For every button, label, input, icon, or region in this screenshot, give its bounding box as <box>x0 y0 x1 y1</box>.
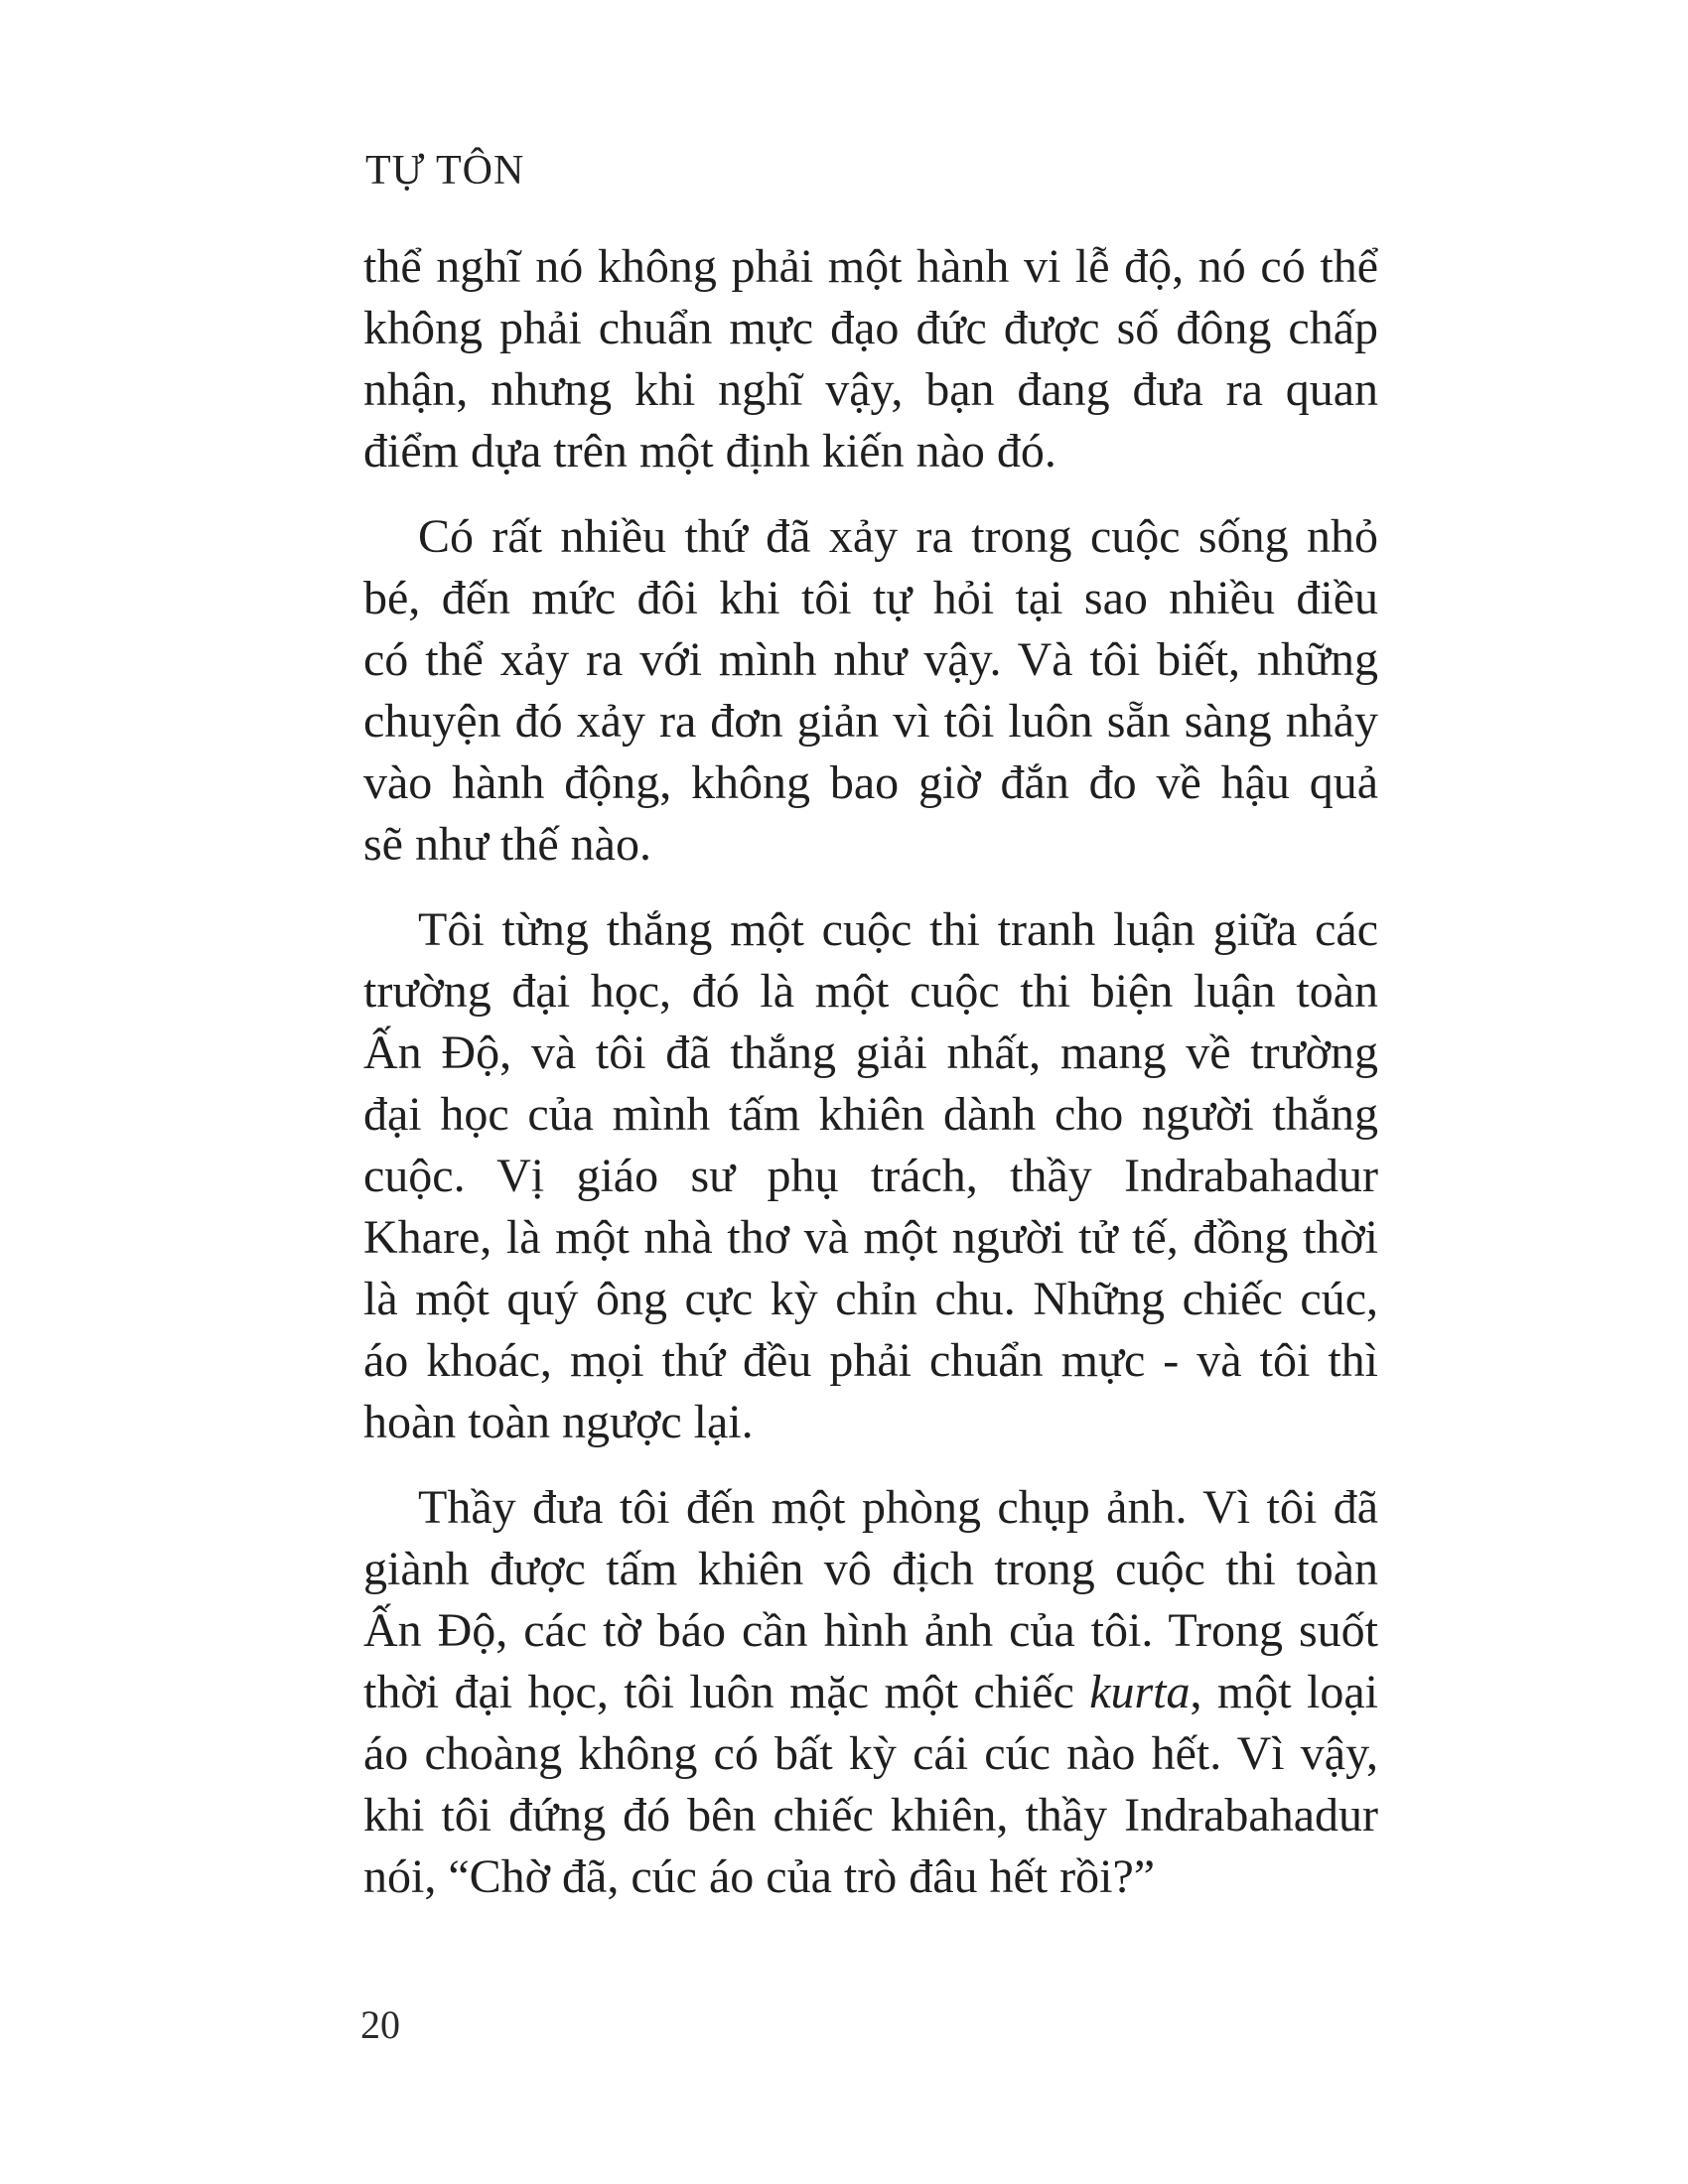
text-line <box>363 1723 1378 1785</box>
text-line <box>363 1084 1378 1146</box>
running-head: TỰ TÔN <box>365 148 525 194</box>
text-segment: thể nghĩ nó không phải một hành vi lễ độ, nó có thể <box>363 240 1378 293</box>
text-segment: trường đại học, đó là một cuộc thi biện luận toàn <box>363 965 1378 1018</box>
text-line <box>363 506 1378 568</box>
text-segment: Có rất nhiều thứ đã xảy ra trong cuộc sống nhỏ <box>418 510 1378 563</box>
text-line <box>363 236 1378 298</box>
text-segment: Ấn Độ, và tôi đã thắng giải nhất, mang về trường <box>363 1026 1378 1079</box>
text-segment: cuộc. Vị giáo sư phụ trách, thầy Indrabahadur <box>363 1150 1378 1202</box>
text-segment: là một quý ông cực kỳ chỉn chu. Những chiếc cúc, <box>363 1273 1378 1325</box>
text-line <box>363 1146 1378 1207</box>
page-number: 20 <box>360 2002 400 2047</box>
text-segment: điểm dựa trên một định kiến nào đó. <box>363 425 1056 478</box>
text-segment: bé, đến mức đôi khi tôi tự hỏi tại sao nhiều điều <box>363 572 1378 624</box>
text-line <box>363 298 1378 359</box>
paragraph <box>363 1477 1378 1908</box>
text-line <box>363 1392 1378 1453</box>
text-line <box>363 1023 1378 1084</box>
text-line <box>363 1330 1378 1392</box>
text-segment: khi tôi đứng đó bên chiếc khiên, thầy Indrabahadur <box>363 1789 1378 1842</box>
text-line <box>363 1785 1378 1846</box>
text-segment: đại học của mình tấm khiên dành cho người thắng <box>363 1088 1378 1141</box>
text-line <box>363 691 1378 752</box>
body-text <box>363 236 1378 1932</box>
text-segment: thời đại học, tôi luôn mặc một chiếc <box>363 1666 1090 1718</box>
text-line <box>363 629 1378 691</box>
text-segment: áo choàng không có bất kỳ cái cúc nào hết. Vì vậy, <box>363 1727 1378 1780</box>
text-line <box>363 961 1378 1023</box>
text-segment: Thầy đưa tôi đến một phòng chụp ảnh. Vì tôi đã <box>418 1481 1378 1534</box>
text-line <box>363 1539 1378 1600</box>
text-segment: không phải chuẩn mực đạo đức được số đông chấp <box>363 302 1378 354</box>
text-line <box>363 1846 1378 1908</box>
text-segment: vào hành động, không bao giờ đắn đo về hậu quả <box>363 756 1378 809</box>
text-segment: hoàn toàn ngược lại. <box>363 1396 754 1448</box>
text-line <box>363 568 1378 629</box>
text-line <box>363 814 1378 876</box>
text-segment: nhận, nhưng khi nghĩ vậy, bạn đang đưa ra quan <box>363 363 1378 416</box>
text-segment: , một loại <box>1190 1666 1378 1718</box>
text-segment: Ấn Độ, các tờ báo cần hình ảnh của tôi. Trong suốt <box>363 1604 1378 1657</box>
text-line <box>363 359 1378 421</box>
text-segment: Tôi từng thắng một cuộc thi tranh luận giữa các <box>418 903 1378 956</box>
text-line <box>363 1600 1378 1662</box>
text-line <box>363 1477 1378 1539</box>
paragraph <box>363 899 1378 1453</box>
italic-text: kurta <box>1089 1666 1191 1718</box>
text-segment: chuyện đó xảy ra đơn giản vì tôi luôn sẵn sàng nhảy <box>363 695 1378 748</box>
text-line <box>363 1662 1378 1723</box>
text-segment: nói, “Chờ đã, cúc áo của trò đâu hết rồi?” <box>363 1850 1156 1903</box>
text-line <box>363 752 1378 814</box>
paragraph <box>363 506 1378 876</box>
text-line <box>363 1207 1378 1269</box>
paragraph <box>363 236 1378 482</box>
text-segment: sẽ như thế nào. <box>363 818 651 871</box>
text-line <box>363 1269 1378 1330</box>
text-segment: áo khoác, mọi thứ đều phải chuẩn mực - và tôi thì <box>363 1334 1378 1387</box>
text-segment: có thể xảy ra với mình như vậy. Và tôi biết, những <box>363 633 1378 686</box>
text-line <box>363 421 1378 482</box>
text-segment: Khare, là một nhà thơ và một người tử tế, đồng thời <box>363 1211 1378 1264</box>
text-line <box>363 899 1378 961</box>
text-segment: giành được tấm khiên vô địch trong cuộc thi toàn <box>363 1543 1378 1595</box>
